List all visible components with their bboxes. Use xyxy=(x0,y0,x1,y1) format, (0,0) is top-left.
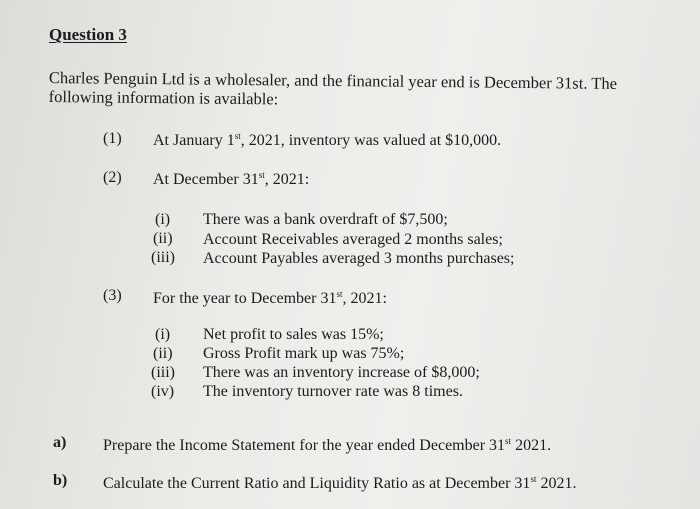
question-title: Question 3 xyxy=(49,25,127,44)
sub-roman: (ii) xyxy=(153,230,173,247)
item-1-text: At January 1st, 2021, inventory was valued at $10,000. xyxy=(153,131,502,149)
task-label: a) xyxy=(53,434,67,451)
item-number: (3) xyxy=(103,287,122,304)
sub-text: Account Payables averaged 3 months purchases; xyxy=(203,250,515,267)
sub-text: Account Receivables averaged 2 months sales; xyxy=(203,231,503,248)
sub-roman: (iv) xyxy=(151,383,175,400)
intro-paragraph: Charles Penguin Ltd is a wholesaler, and the financial year end is December 31st. The following information is available: xyxy=(48,68,618,109)
task-a-text: Prepare the Income Statement for the year ended December 31st 2021. xyxy=(103,436,552,454)
task-b-text: Calculate the Current Ratio and Liquidity Ratio as at December 31st 2021. xyxy=(103,474,577,492)
sub-text: Net profit to sales was 15%; xyxy=(203,326,384,343)
item-2-text: At December 31st, 2021: xyxy=(153,170,310,188)
item-number: (1) xyxy=(103,130,122,147)
item-3-text: For the year to December 31st, 2021: xyxy=(153,289,387,307)
sub-roman: (i) xyxy=(155,326,171,343)
task-label: b) xyxy=(53,472,68,489)
sub-roman: (iii) xyxy=(151,249,175,266)
sub-roman: (iii) xyxy=(151,364,175,381)
sub-text: There was an inventory increase of $8,000; xyxy=(203,364,480,381)
sub-text: The inventory turnover rate was 8 times. xyxy=(203,383,463,400)
sub-text: There was a bank overdraft of $7,500; xyxy=(203,211,448,228)
item-number: (2) xyxy=(103,169,122,186)
sub-roman: (ii) xyxy=(153,345,173,362)
sub-text: Gross Profit mark up was 75%; xyxy=(203,345,405,362)
sub-roman: (i) xyxy=(155,211,171,228)
